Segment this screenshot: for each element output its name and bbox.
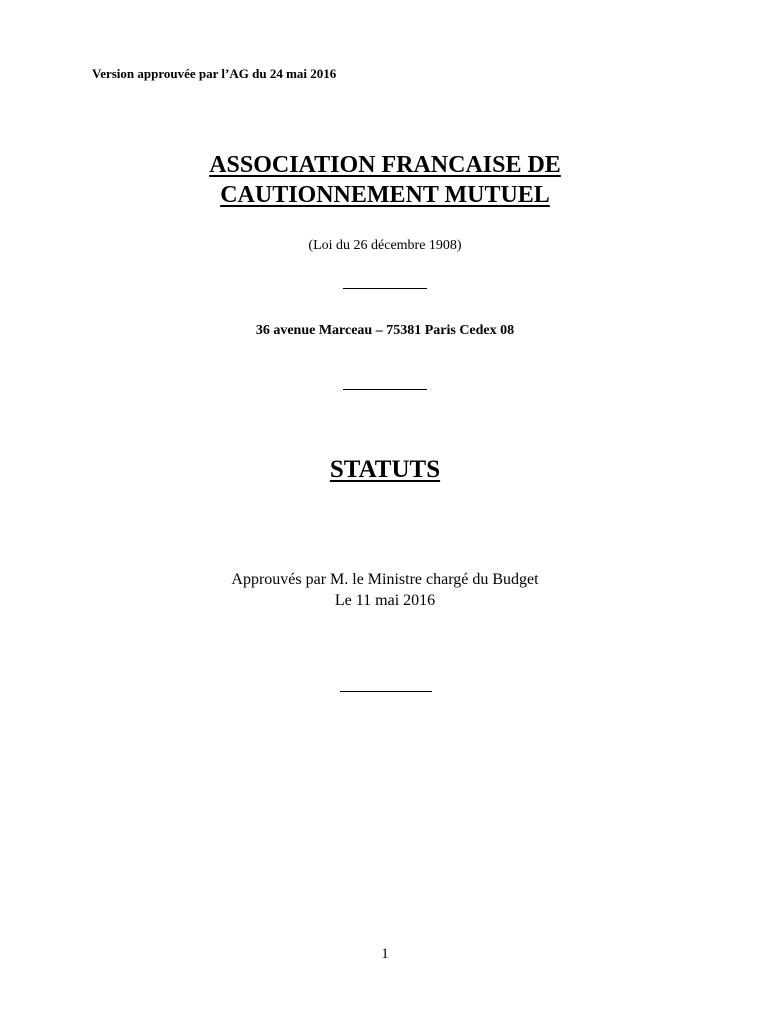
approval-statement <box>0 569 770 611</box>
section-title-text: STATUTS <box>329 456 441 483</box>
section-title <box>0 456 770 484</box>
title-line-2-text: CAUTIONNEMENT MUTUEL <box>220 182 550 208</box>
separator-rule <box>343 288 427 289</box>
approval-line-1: Approuvés par M. le Ministre chargé du Budget <box>231 571 539 588</box>
document-title <box>0 150 770 210</box>
title-line-1-text: ASSOCIATION FRANCAISE DE <box>209 152 561 178</box>
address: 36 avenue Marceau – 75381 Paris Cedex 08 <box>255 323 515 338</box>
law-reference: (Loi du 26 décembre 1908) <box>308 238 462 253</box>
version-note: Version approuvée par l’AG du 24 mai 2016 <box>92 66 337 81</box>
approval-line-2: Le 11 mai 2016 <box>334 592 436 609</box>
separator-rule <box>343 389 427 390</box>
title-line-2 <box>0 180 770 210</box>
page-number: 1 <box>381 946 389 962</box>
separator-rule <box>340 691 432 692</box>
title-line-1 <box>0 150 770 180</box>
